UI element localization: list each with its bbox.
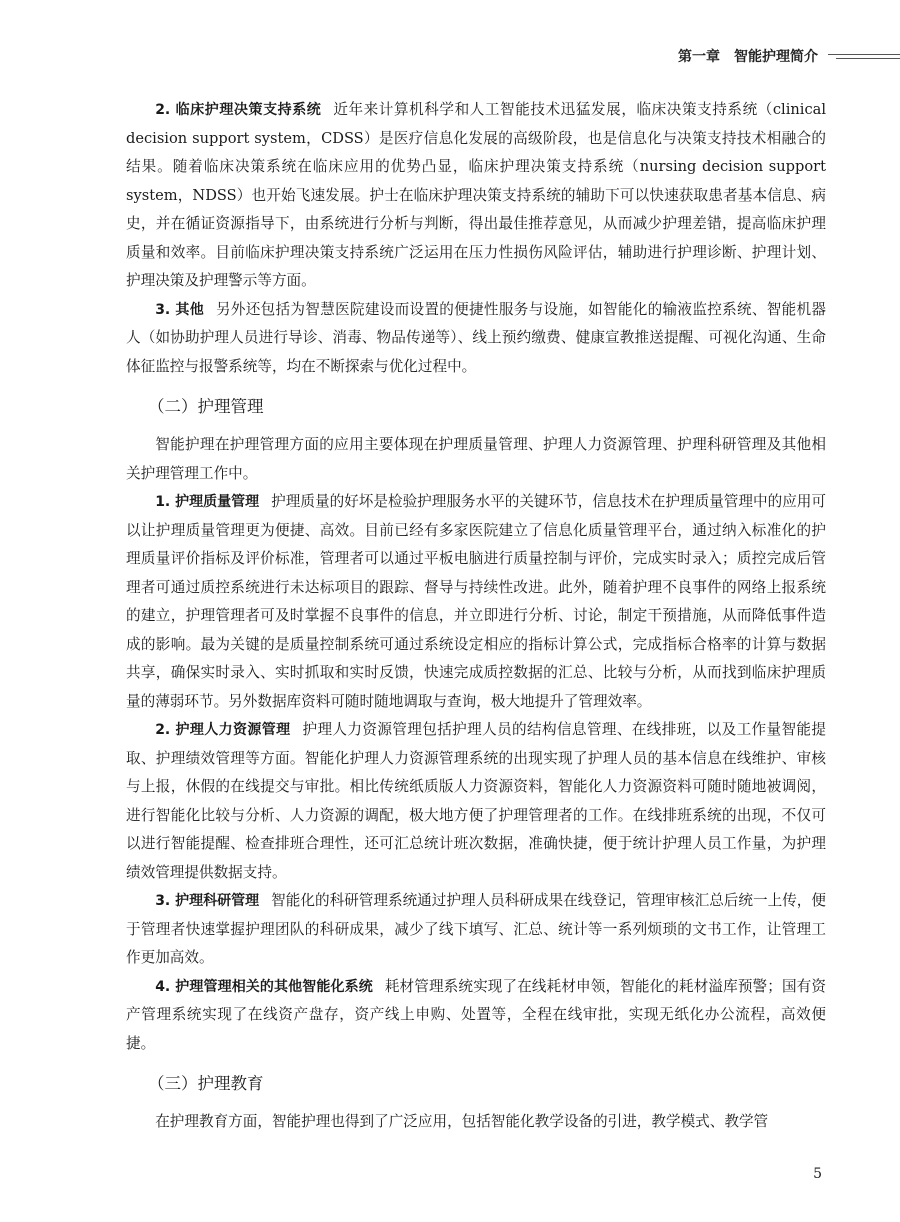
- paragraph-text: 护理人力资源管理包括护理人员的结构信息管理、在线排班，以及工作量智能提取、护理绩效管理等方面。智能化护理人力资源管理系统的出现实现了护理人员的基本信息在线维护、审核与上报，休假的在线提交与审批。相比传统纸质版人力资源资料，智能化人力资源资料可随时随地被调阅，进行智能化比较与分析、人力资源的调配，极大地方便了护理管理者的工作。在线排班系统的出现，不仅可以进行智能提醒、检查排班合理性，还可汇总统计班次数据，准确快捷，便于统计护理人员工作量，为护理绩效管理提供数据支持。: [126, 721, 826, 881]
- paragraph-other-systems: [126, 973, 826, 1059]
- paragraph-other: [126, 296, 826, 382]
- paragraph-intro-management: [126, 431, 826, 488]
- paragraph-hr: [126, 716, 826, 887]
- header-rule: [828, 54, 900, 55]
- subsection-lead: 2. 护理人力资源管理: [155, 722, 291, 738]
- paragraph-ndss: [126, 96, 826, 296]
- subsection-lead: 1. 护理质量管理: [155, 494, 260, 510]
- paragraph-text: 在护理教育方面，智能护理也得到了广泛应用，包括智能化教学设备的引进，教学模式、教学管: [155, 1113, 769, 1130]
- page-body: [126, 96, 826, 1137]
- subsection-lead: 3. 其他: [155, 301, 204, 318]
- section-heading-nursing-management: （二）护理管理: [148, 397, 264, 416]
- paragraph-research: [126, 887, 826, 973]
- paragraph-text: 另外还包括为智慧医院建设而设置的便捷性服务与设施，如智能化的输液监控系统、智能机器人（如协助护理人员进行导诊、消毒、物品传递等）、线上预约缴费、健康宣教推送提醒、可视化沟通、生命体征监控与报警系统等，均在不断探索与优化过程中。: [126, 300, 826, 375]
- paragraph-text: 近年来计算机科学和人工智能技术迅猛发展，临床决策支持系统（clinical decision support system，CDSS）是医疗信息化发展的高级阶段，也是信息化与决策支持技术相融合的结果。随着临床决策系统在临床应用的优势凸显，临床护理决策支持系统（nursing decision support system，NDSS）也开始飞速发展。护士在临床护理决策支持系统的辅助下可以快速获取患者基本信息、病史，并在循证资源指导下，由系统进行分析与判断，得出最佳推荐意见，从而减少护理差错，提高临床护理质量和效率。目前临床护理决策支持系统广泛运用在压力性损伤风险评估，辅助进行护理诊断、护理计划、护理决策及护理警示等方面。: [126, 101, 827, 289]
- paragraph-quality: [126, 488, 826, 716]
- subsection-lead: 2. 临床护理决策支持系统: [155, 102, 322, 118]
- paragraph-text: 智能化的科研管理系统通过护理人员科研成果在线登记，管理审核汇总后统一上传，便于管理者快速掌握护理团队的科研成果，减少了线下填写、汇总、统计等一系列烦琐的文书工作，让管理工作更加高效。: [126, 892, 826, 966]
- paragraph-text: 智能护理在护理管理方面的应用主要体现在护理质量管理、护理人力资源管理、护理科研管理及其他相关护理管理工作中。: [126, 436, 826, 482]
- subsection-lead: 3. 护理科研管理: [155, 893, 260, 909]
- subsection-lead: 4. 护理管理相关的其他智能化系统: [155, 978, 373, 995]
- paragraph-education: [126, 1108, 826, 1137]
- header-rule: [836, 58, 900, 59]
- paragraph-text: 耗材管理系统实现了在线耗材申领，智能化的耗材溢库预警；国有资产管理系统实现了在线资产盘存，资产线上申购、处置等，全程在线审批，实现无纸化办公流程，高效便捷。: [126, 977, 826, 1052]
- running-head: [0, 44, 900, 68]
- chapter-title: 第一章 智能护理简介: [678, 49, 818, 65]
- section-heading-nursing-education: （三）护理教育: [148, 1074, 264, 1093]
- paragraph-text: 护理质量的好坏是检验护理服务水平的关键环节，信息技术在护理质量管理中的应用可以让护理质量管理更为便捷、高效。目前已经有多家医院建立了信息化质量管理平台，通过纳入标准化的护理质量评价指标及评价标准，管理者可以通过平板电脑进行质量控制与评价，完成实时录入；质控完成后管理者可通过质控系统进行未达标项目的跟踪、督导与持续性改进。此外，随着护理不良事件的网络上报系统的建立，护理管理者可及时掌握不良事件的信息，并立即进行分析、讨论，制定干预措施，从而降低事件造成的影响。最为关键的是质量控制系统可通过系统设定相应的指标计算公式，完成指标合格率的计算与数据共享，确保实时录入、实时抓取和实时反馈，快速完成质控数据的汇总、比较与分析，从而找到临床护理质量的薄弱环节。另外数据库资料可随时随地调取与查询，极大地提升了管理效率。: [126, 493, 826, 710]
- page-number: 5: [813, 1166, 822, 1182]
